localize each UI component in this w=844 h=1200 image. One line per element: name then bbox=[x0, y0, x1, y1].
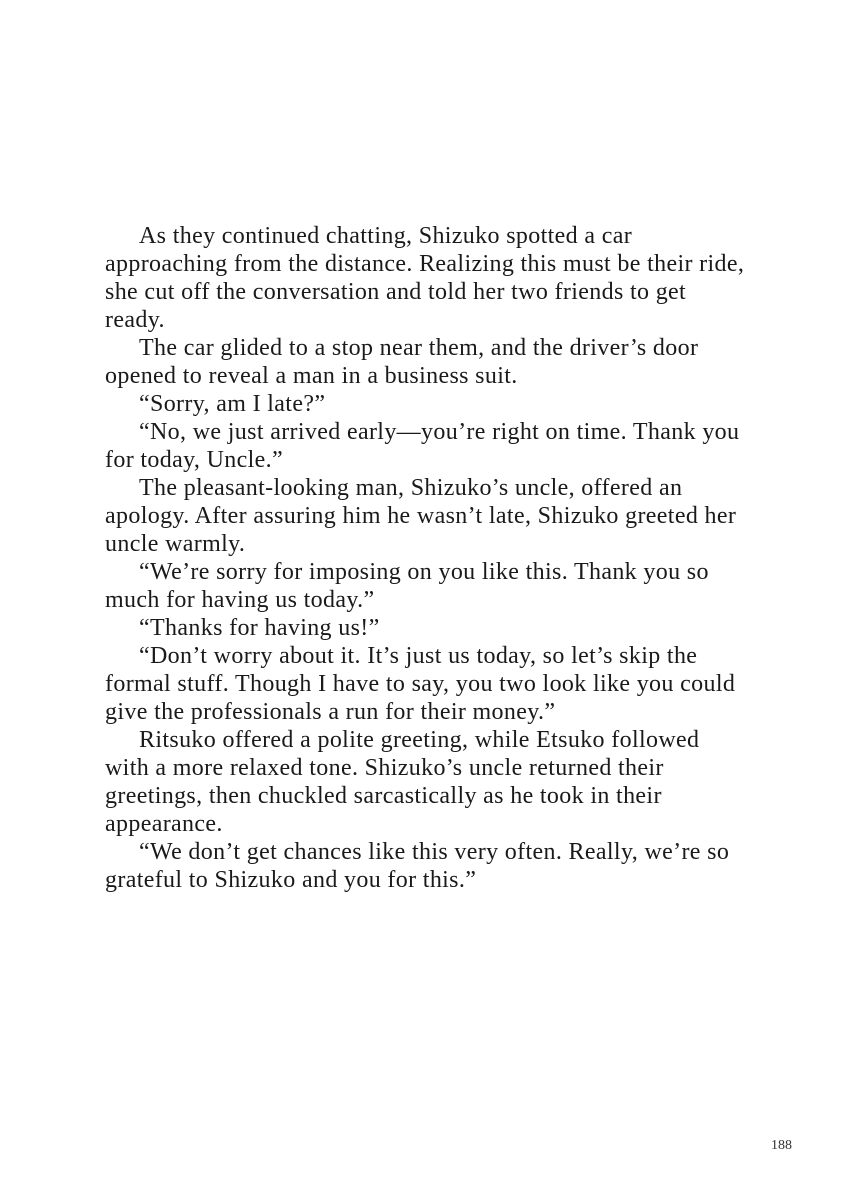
paragraph: “Sorry, am I late?” bbox=[139, 391, 326, 417]
paragraph: “We don’t get chances like this very often. Really, we’re so grateful to Shizuko and you for this.” bbox=[105, 839, 730, 893]
paragraph: The car glided to a stop near them, and the driver’s door opened to reveal a man in a business suit. bbox=[105, 335, 699, 389]
paragraph: “Thanks for having us!” bbox=[139, 615, 380, 641]
paragraph: The pleasant-looking man, Shizuko’s uncle, offered an apology. After assuring him he wasn’t late, Shizuko greeted her uncle warmly. bbox=[105, 475, 737, 557]
body-text bbox=[105, 222, 745, 894]
paragraph: “We’re sorry for imposing on you like this. Thank you so much for having us today.” bbox=[105, 559, 709, 613]
paragraph: As they continued chatting, Shizuko spotted a car approaching from the distance. Realizing this must be their ride, she cut off the conversation and told her two friends to get ready. bbox=[105, 223, 745, 333]
paragraph: “Don’t worry about it. It’s just us today, so let’s skip the formal stuff. Though I have to say, you two look like you could give the professionals a run for their money.” bbox=[105, 643, 736, 725]
page-number: 188 bbox=[771, 1138, 792, 1153]
paragraph: Ritsuko offered a polite greeting, while Etsuko followed with a more relaxed tone. Shizuko’s uncle returned their greetings, then chuckled sarcastically as he took in their appearance. bbox=[105, 727, 700, 837]
paragraph: “No, we just arrived early—you’re right on time. Thank you for today, Uncle.” bbox=[105, 419, 740, 473]
